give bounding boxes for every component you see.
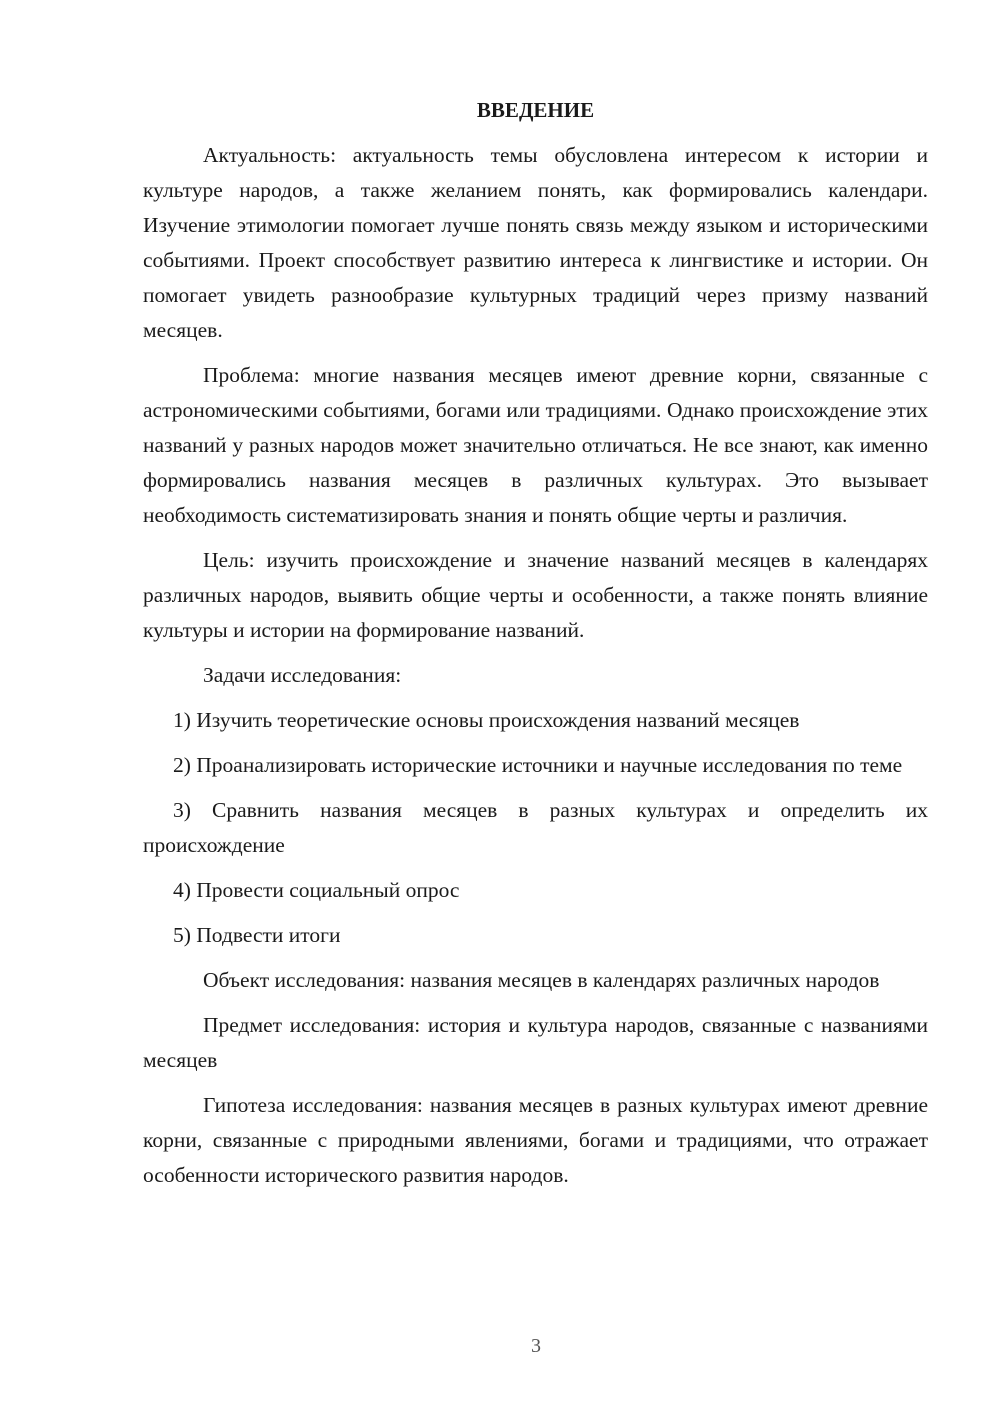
- tasks-heading: Задачи исследования:: [203, 663, 402, 687]
- task-item-4: 4) Провести социальный опрос: [173, 878, 460, 902]
- document-page: [143, 93, 928, 1203]
- task-item-2: 2) Проанализировать исторические источники и научные исследования по теме: [173, 753, 903, 777]
- subject-paragraph: Предмет исследования: история и культура народов, связанные с названиями месяцев: [143, 1013, 928, 1072]
- relevance-paragraph: Актуальность: актуальность темы обусловлена интересом к истории и культуре народов, а также желанием понять, как формировались календари. Изучение этимологии помогает лучше понять связь между языком и историческими событиями. Проект способствует развитию интереса к лингвистике и истории. Он помогает увидеть разнообразие культурных традиций через призму названий месяцев.: [143, 143, 928, 342]
- task-item-3: 3) Сравнить названия месяцев в разных культурах и определить их происхождение: [143, 798, 928, 857]
- task-item-5: 5) Подвести итоги: [173, 923, 341, 947]
- hypothesis-paragraph: Гипотеза исследования: названия месяцев в разных культурах имеют древние корни, связанные с природными явлениями, богами и традициями, что отражает особенности исторического развития народов.: [143, 1093, 928, 1187]
- task-item-1: 1) Изучить теоретические основы происхождения названий месяцев: [173, 708, 800, 732]
- section-title: ВВЕДЕНИЕ: [476, 98, 595, 122]
- object-paragraph: Объект исследования: названия месяцев в календарях различных народов: [203, 968, 880, 992]
- page-number: 3: [531, 1335, 541, 1357]
- goal-paragraph: Цель: изучить происхождение и значение названий месяцев в календарях различных народов, выявить общие черты и особенности, а также понять влияние культуры и истории на формирование названий.: [143, 548, 928, 642]
- problem-paragraph: Проблема: многие названия месяцев имеют древние корни, связанные с астрономическими событиями, богами или традициями. Однако происхождение этих названий у разных народов может значительно отличаться. Не все знают, как именно формировались названия месяцев в различных культурах. Это вызывает необходимость систематизировать знания и понять общие черты и различия.: [143, 363, 928, 527]
